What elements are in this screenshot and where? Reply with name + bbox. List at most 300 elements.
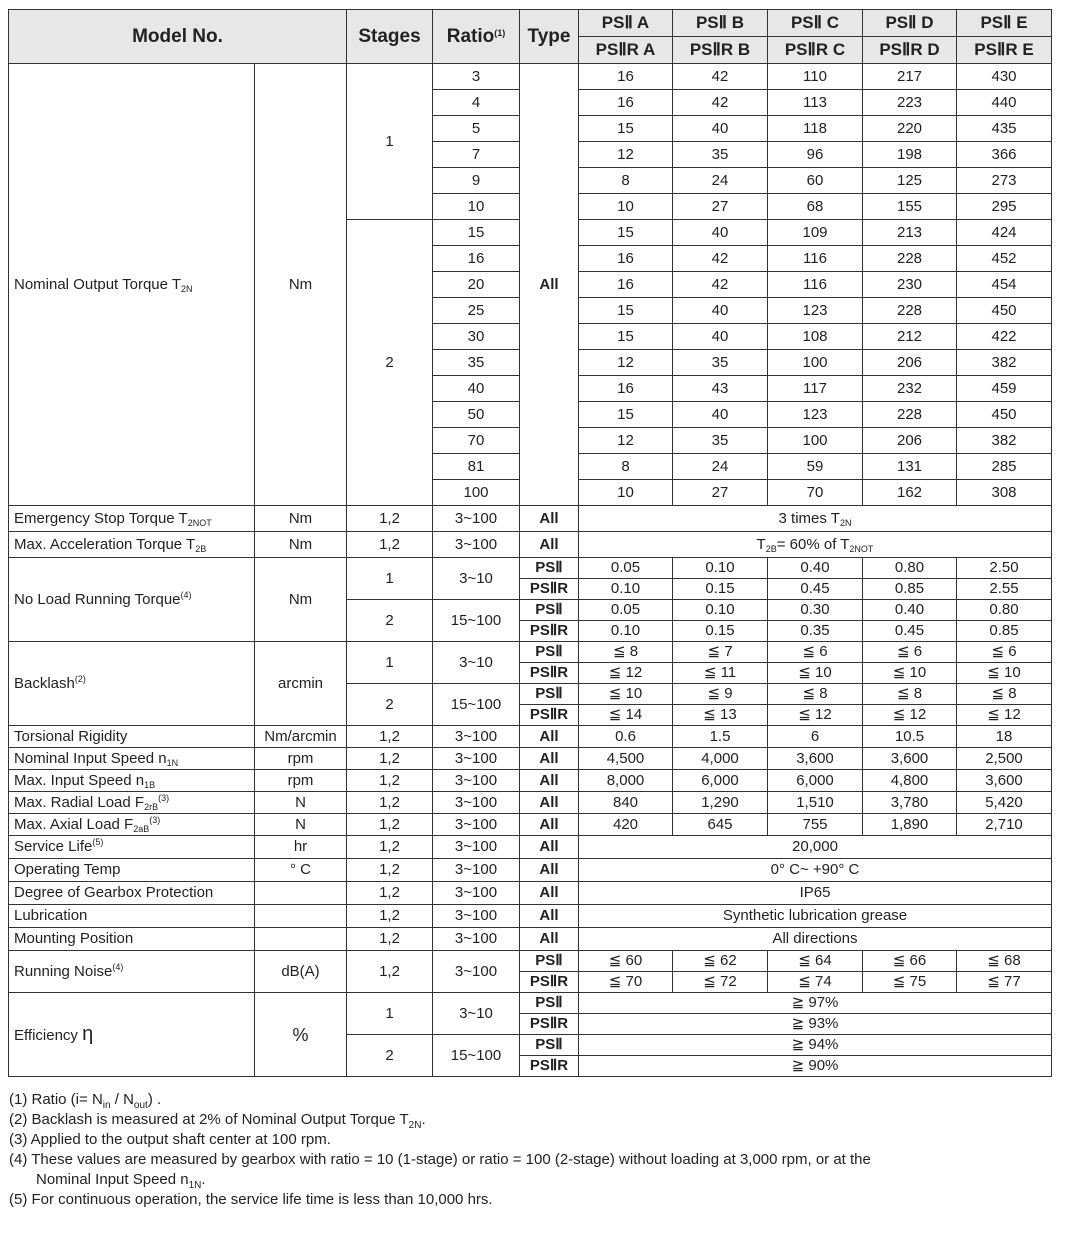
value-cell: 27 <box>673 480 768 506</box>
value-cell: ≦ 77 <box>957 972 1052 993</box>
model-no-header: Model No. <box>9 10 347 64</box>
torque-type: All <box>520 64 579 506</box>
ratio-cell: 3~10 <box>433 993 520 1035</box>
value-cell: ≦ 6 <box>768 642 863 663</box>
value-cell: 131 <box>863 454 957 480</box>
general-stages: 1,2 <box>347 905 433 928</box>
model-header: PSⅡR C <box>768 37 863 64</box>
misc-label <box>9 814 255 836</box>
value-cell: 40 <box>673 298 768 324</box>
value-cell: 232 <box>863 376 957 402</box>
value-cell: ≦ 62 <box>673 951 768 972</box>
value-cell: 2,710 <box>957 814 1052 836</box>
value-cell: ≦ 12 <box>768 705 863 726</box>
misc-ratio: 3~100 <box>433 814 520 836</box>
value-cell: ≦ 10 <box>957 663 1052 684</box>
value-cell: 459 <box>957 376 1052 402</box>
value-cell: ≦ 7 <box>673 642 768 663</box>
backlash-unit: arcmin <box>255 642 347 726</box>
emergency-type: All <box>520 506 579 532</box>
misc-label-sub: 2rB <box>144 801 159 812</box>
value-cell: 100 <box>768 350 863 376</box>
value-cell: ≦ 13 <box>673 705 768 726</box>
efficiency-value: ≧ 93% <box>579 1014 1052 1035</box>
misc-type: All <box>520 726 579 748</box>
stage-cell: 2 <box>347 1035 433 1077</box>
accel-label-text: Max. Acceleration Torque T <box>14 535 196 553</box>
value-cell: 285 <box>957 454 1052 480</box>
value-cell: 424 <box>957 220 1052 246</box>
value-cell: ≦ 9 <box>673 684 768 705</box>
ratio-cell: 15~100 <box>433 1035 520 1077</box>
ratio-cell: 70 <box>433 428 520 454</box>
model-header: PSⅡ B <box>673 10 768 37</box>
misc-ratio: 3~100 <box>433 748 520 770</box>
value-cell: 16 <box>579 64 673 90</box>
ratio-cell: 7 <box>433 142 520 168</box>
misc-unit: rpm <box>255 748 347 770</box>
value-cell: 5,420 <box>957 792 1052 814</box>
value-cell: 6 <box>768 726 863 748</box>
misc-ratio: 3~100 <box>433 726 520 748</box>
value-cell: 2.50 <box>957 558 1052 579</box>
value-cell: 228 <box>863 402 957 428</box>
general-label-text: Mounting Position <box>14 930 134 947</box>
accel-unit: Nm <box>255 532 347 558</box>
value-cell: 35 <box>673 350 768 376</box>
value-cell: 123 <box>768 402 863 428</box>
value-cell: 15 <box>579 116 673 142</box>
value-cell: ≦ 8 <box>579 642 673 663</box>
value-cell: 12 <box>579 142 673 168</box>
type-header: Type <box>520 10 579 64</box>
value-cell: 35 <box>673 142 768 168</box>
emergency-value-text: 3 times T <box>778 509 840 527</box>
value-cell: ≦ 70 <box>579 972 673 993</box>
value-cell: 70 <box>768 480 863 506</box>
footnote-2-c: . <box>421 1111 426 1128</box>
value-cell: ≦ 12 <box>957 705 1052 726</box>
misc-row <box>9 748 1052 770</box>
misc-type: All <box>520 770 579 792</box>
efficiency-unit: % <box>255 993 347 1077</box>
model-header: PSⅡR A <box>579 37 673 64</box>
value-cell: 27 <box>673 194 768 220</box>
footnote-3: (3) Applied to the output shaft center at 100 rpm. <box>9 1131 331 1148</box>
misc-label <box>9 726 255 748</box>
value-cell: ≦ 68 <box>957 951 1052 972</box>
type-cell: PSⅡR <box>520 1056 579 1077</box>
emergency-ratio: 3~100 <box>433 506 520 532</box>
no-load-label-text: No Load Running Torque <box>14 590 181 608</box>
value-cell: 3,600 <box>863 748 957 770</box>
value-cell: 16 <box>579 246 673 272</box>
accel-label-sub: 2B <box>195 543 207 554</box>
ratio-header <box>433 10 520 64</box>
value-cell: 0.05 <box>579 600 673 621</box>
emergency-unit: Nm <box>255 506 347 532</box>
value-cell: 40 <box>673 220 768 246</box>
general-label-text: Service Life <box>14 838 93 855</box>
value-cell: ≦ 10 <box>863 663 957 684</box>
ratio-cell: 15 <box>433 220 520 246</box>
value-cell: 116 <box>768 246 863 272</box>
no-load-unit: Nm <box>255 558 347 642</box>
general-label <box>9 836 255 859</box>
value-cell: ≦ 72 <box>673 972 768 993</box>
footnote-1-b: / N <box>110 1091 134 1108</box>
value-cell: ≦ 6 <box>957 642 1052 663</box>
misc-stages: 1,2 <box>347 770 433 792</box>
ratio-cell: 100 <box>433 480 520 506</box>
value-cell: 212 <box>863 324 957 350</box>
value-cell: 0.45 <box>863 621 957 642</box>
accel-stages: 1,2 <box>347 532 433 558</box>
value-cell: 15 <box>579 402 673 428</box>
general-type: All <box>520 836 579 859</box>
value-cell: 3,600 <box>957 770 1052 792</box>
value-cell: 2,500 <box>957 748 1052 770</box>
misc-label-text: Max. Radial Load F <box>14 793 145 811</box>
value-cell: 220 <box>863 116 957 142</box>
value-cell: 0.35 <box>768 621 863 642</box>
type-cell: PSⅡR <box>520 621 579 642</box>
value-cell: 382 <box>957 350 1052 376</box>
value-cell: 0.30 <box>768 600 863 621</box>
value-cell: 8,000 <box>579 770 673 792</box>
general-label <box>9 882 255 905</box>
value-cell: ≦ 10 <box>768 663 863 684</box>
type-cell: PSⅡ <box>520 642 579 663</box>
emergency-label-text: Emergency Stop Torque T <box>14 509 188 527</box>
emergency-row <box>9 506 1052 532</box>
misc-unit: rpm <box>255 770 347 792</box>
value-cell: ≦ 8 <box>863 684 957 705</box>
type-cell: PSⅡ <box>520 558 579 579</box>
value-cell: ≦ 12 <box>579 663 673 684</box>
ratio-header-ref: (1) <box>494 27 506 38</box>
type-cell: PSⅡR <box>520 705 579 726</box>
value-cell: 3,780 <box>863 792 957 814</box>
value-cell: 450 <box>957 402 1052 428</box>
value-cell: 273 <box>957 168 1052 194</box>
stage-cell: 1 <box>347 642 433 684</box>
ratio-cell: 10 <box>433 194 520 220</box>
type-cell: PSⅡR <box>520 972 579 993</box>
model-header: PSⅡ D <box>863 10 957 37</box>
value-cell: 0.10 <box>673 600 768 621</box>
value-cell: 16 <box>579 376 673 402</box>
footnote-2-sub: 2N <box>408 1120 422 1131</box>
value-cell: 16 <box>579 272 673 298</box>
general-row <box>9 928 1052 951</box>
general-stages: 1,2 <box>347 859 433 882</box>
backlash-row <box>9 642 1052 663</box>
value-cell: 206 <box>863 350 957 376</box>
efficiency-value: ≧ 97% <box>579 993 1052 1014</box>
accel-value-t: T <box>756 535 766 553</box>
misc-ratio: 3~100 <box>433 792 520 814</box>
footnote-1-c: ) . <box>147 1091 162 1108</box>
general-label-ref: (5) <box>92 837 104 847</box>
misc-label <box>9 770 255 792</box>
ratio-cell: 4 <box>433 90 520 116</box>
value-cell: 840 <box>579 792 673 814</box>
misc-label <box>9 748 255 770</box>
efficiency-value: ≧ 94% <box>579 1035 1052 1056</box>
value-cell: 16 <box>579 90 673 116</box>
model-header: PSⅡR D <box>863 37 957 64</box>
value-cell: 125 <box>863 168 957 194</box>
value-cell: 0.10 <box>673 558 768 579</box>
value-cell: 18 <box>957 726 1052 748</box>
misc-unit: N <box>255 792 347 814</box>
value-cell: 15 <box>579 324 673 350</box>
value-cell: ≦ 10 <box>579 684 673 705</box>
footnote-1-a: (1) Ratio (i= N <box>9 1091 103 1108</box>
footnote-2-a: (2) Backlash is measured at 2% of Nominal Output Torque T <box>9 1111 409 1128</box>
misc-type: All <box>520 748 579 770</box>
value-cell: 155 <box>863 194 957 220</box>
misc-label-sub: 1N <box>166 757 179 768</box>
misc-stages: 1,2 <box>347 726 433 748</box>
value-cell: 4,800 <box>863 770 957 792</box>
value-cell: 10 <box>579 194 673 220</box>
footnote-4-cont <box>9 1170 1059 1190</box>
value-cell: 440 <box>957 90 1052 116</box>
value-cell: 8 <box>579 454 673 480</box>
emergency-stages: 1,2 <box>347 506 433 532</box>
value-cell: 42 <box>673 246 768 272</box>
value-cell: 1,510 <box>768 792 863 814</box>
value-cell: 223 <box>863 90 957 116</box>
value-cell: 230 <box>863 272 957 298</box>
general-value: All directions <box>579 928 1052 951</box>
emergency-label-sub: 2NOT <box>187 517 212 528</box>
header-row <box>9 10 1052 37</box>
accel-value-sub2: 2NOT <box>849 543 874 554</box>
value-cell: 15 <box>579 298 673 324</box>
model-header: PSⅡ E <box>957 10 1052 37</box>
value-cell: 110 <box>768 64 863 90</box>
value-cell: 645 <box>673 814 768 836</box>
footnote-1 <box>9 1090 1059 1110</box>
ratio-cell: 3 <box>433 64 520 90</box>
model-header: PSⅡR B <box>673 37 768 64</box>
ratio-cell: 35 <box>433 350 520 376</box>
stage-cell: 1 <box>347 993 433 1035</box>
efficiency-label <box>9 993 255 1077</box>
value-cell: 755 <box>768 814 863 836</box>
noise-stages: 1,2 <box>347 951 433 993</box>
general-type: All <box>520 928 579 951</box>
misc-label-sub: 2aB <box>133 823 150 834</box>
general-type: All <box>520 882 579 905</box>
type-cell: PSⅡ <box>520 684 579 705</box>
torque-label-sub: 2N <box>181 283 193 294</box>
value-cell: 206 <box>863 428 957 454</box>
value-cell: 6,000 <box>673 770 768 792</box>
value-cell: 198 <box>863 142 957 168</box>
no-load-row <box>9 558 1052 579</box>
value-cell: ≦ 66 <box>863 951 957 972</box>
value-cell: 422 <box>957 324 1052 350</box>
value-cell: ≦ 14 <box>579 705 673 726</box>
value-cell: 10.5 <box>863 726 957 748</box>
general-type: All <box>520 859 579 882</box>
value-cell: 12 <box>579 428 673 454</box>
ratio-cell: 5 <box>433 116 520 142</box>
stage-cell: 1 <box>347 558 433 600</box>
torque-unit: Nm <box>255 64 347 506</box>
torque-label-text: Nominal Output Torque T <box>14 275 182 293</box>
accel-value <box>579 532 1052 558</box>
value-cell: 12 <box>579 350 673 376</box>
misc-label-text: Max. Axial Load F <box>14 815 134 833</box>
misc-type: All <box>520 792 579 814</box>
value-cell: 0.6 <box>579 726 673 748</box>
general-row <box>9 905 1052 928</box>
ratio-cell: 9 <box>433 168 520 194</box>
value-cell: 24 <box>673 168 768 194</box>
general-unit: hr <box>255 836 347 859</box>
value-cell: 435 <box>957 116 1052 142</box>
value-cell: 4,000 <box>673 748 768 770</box>
misc-label-ref: (3) <box>158 792 170 803</box>
general-stages: 1,2 <box>347 882 433 905</box>
general-value: Synthetic lubrication grease <box>579 905 1052 928</box>
value-cell: 0.85 <box>957 621 1052 642</box>
value-cell: 42 <box>673 64 768 90</box>
value-cell: 217 <box>863 64 957 90</box>
value-cell: 108 <box>768 324 863 350</box>
general-ratio: 3~100 <box>433 905 520 928</box>
ratio-cell: 30 <box>433 324 520 350</box>
value-cell: 0.15 <box>673 579 768 600</box>
model-header: PSⅡ A <box>579 10 673 37</box>
value-cell: 113 <box>768 90 863 116</box>
misc-type: All <box>520 814 579 836</box>
type-cell: PSⅡ <box>520 951 579 972</box>
value-cell: ≦ 64 <box>768 951 863 972</box>
misc-stages: 1,2 <box>347 748 433 770</box>
value-cell: 295 <box>957 194 1052 220</box>
value-cell: 0.40 <box>768 558 863 579</box>
emergency-label <box>9 506 255 532</box>
misc-row <box>9 770 1052 792</box>
general-stages: 1,2 <box>347 836 433 859</box>
general-label-text: Operating Temp <box>14 861 121 878</box>
misc-unit: N <box>255 814 347 836</box>
value-cell: 452 <box>957 246 1052 272</box>
value-cell: 96 <box>768 142 863 168</box>
noise-label <box>9 951 255 993</box>
ratio-cell: 15~100 <box>433 600 520 642</box>
stage-cell: 2 <box>347 600 433 642</box>
accel-type: All <box>520 532 579 558</box>
ratio-cell: 16 <box>433 246 520 272</box>
general-unit: ° C <box>255 859 347 882</box>
value-cell: 43 <box>673 376 768 402</box>
ratio-cell: 3~10 <box>433 642 520 684</box>
misc-label-ref: (3) <box>149 814 161 825</box>
misc-label-text: Torsional Rigidity <box>14 727 128 745</box>
footnote-4-c: . <box>201 1171 206 1188</box>
value-cell: 382 <box>957 428 1052 454</box>
backlash-label <box>9 642 255 726</box>
value-cell: 100 <box>768 428 863 454</box>
general-label-text: Lubrication <box>14 907 88 924</box>
footnote-1-sub2: out <box>133 1100 148 1111</box>
emergency-value-sub: 2N <box>839 517 852 528</box>
type-cell: PSⅡR <box>520 663 579 684</box>
general-row <box>9 859 1052 882</box>
value-cell: ≦ 11 <box>673 663 768 684</box>
misc-row <box>9 792 1052 814</box>
misc-ratio: 3~100 <box>433 770 520 792</box>
value-cell: ≦ 6 <box>863 642 957 663</box>
noise-row <box>9 951 1052 972</box>
value-cell: 0.80 <box>863 558 957 579</box>
value-cell: 430 <box>957 64 1052 90</box>
value-cell: ≦ 12 <box>863 705 957 726</box>
type-cell: PSⅡ <box>520 1035 579 1056</box>
emergency-value <box>579 506 1052 532</box>
general-value: 20,000 <box>579 836 1052 859</box>
accel-value-sub1: 2B <box>765 543 777 554</box>
value-cell: 60 <box>768 168 863 194</box>
value-cell: 0.40 <box>863 600 957 621</box>
efficiency-label-text: Efficiency <box>14 1026 83 1044</box>
misc-stages: 1,2 <box>347 792 433 814</box>
general-label <box>9 859 255 882</box>
value-cell: 1,290 <box>673 792 768 814</box>
misc-unit: Nm/arcmin <box>255 726 347 748</box>
general-ratio: 3~100 <box>433 859 520 882</box>
misc-row <box>9 814 1052 836</box>
value-cell: 68 <box>768 194 863 220</box>
footnote-4-sub: 1N <box>188 1180 202 1191</box>
ratio-cell: 20 <box>433 272 520 298</box>
accel-value-mid: = 60% of T <box>776 535 850 553</box>
ratio-cell: 40 <box>433 376 520 402</box>
general-stages: 1,2 <box>347 928 433 951</box>
torque-row <box>9 64 1052 90</box>
value-cell: 1.5 <box>673 726 768 748</box>
efficiency-row <box>9 993 1052 1014</box>
accel-row <box>9 532 1052 558</box>
value-cell: 162 <box>863 480 957 506</box>
value-cell: 228 <box>863 246 957 272</box>
value-cell: 8 <box>579 168 673 194</box>
value-cell: 450 <box>957 298 1052 324</box>
value-cell: ≦ 75 <box>863 972 957 993</box>
noise-label-text: Running Noise <box>14 962 113 980</box>
value-cell: 0.10 <box>579 579 673 600</box>
no-load-label <box>9 558 255 642</box>
value-cell: 118 <box>768 116 863 142</box>
value-cell: 4,500 <box>579 748 673 770</box>
general-ratio: 3~100 <box>433 928 520 951</box>
value-cell: 117 <box>768 376 863 402</box>
value-cell: 0.45 <box>768 579 863 600</box>
footnote-5: (5) For continuous operation, the service life time is less than 10,000 hrs. <box>9 1191 493 1208</box>
value-cell: 40 <box>673 402 768 428</box>
backlash-label-ref: (2) <box>74 673 86 684</box>
no-load-label-ref: (4) <box>180 589 192 600</box>
torque-stage: 1 <box>347 64 433 220</box>
value-cell: 228 <box>863 298 957 324</box>
